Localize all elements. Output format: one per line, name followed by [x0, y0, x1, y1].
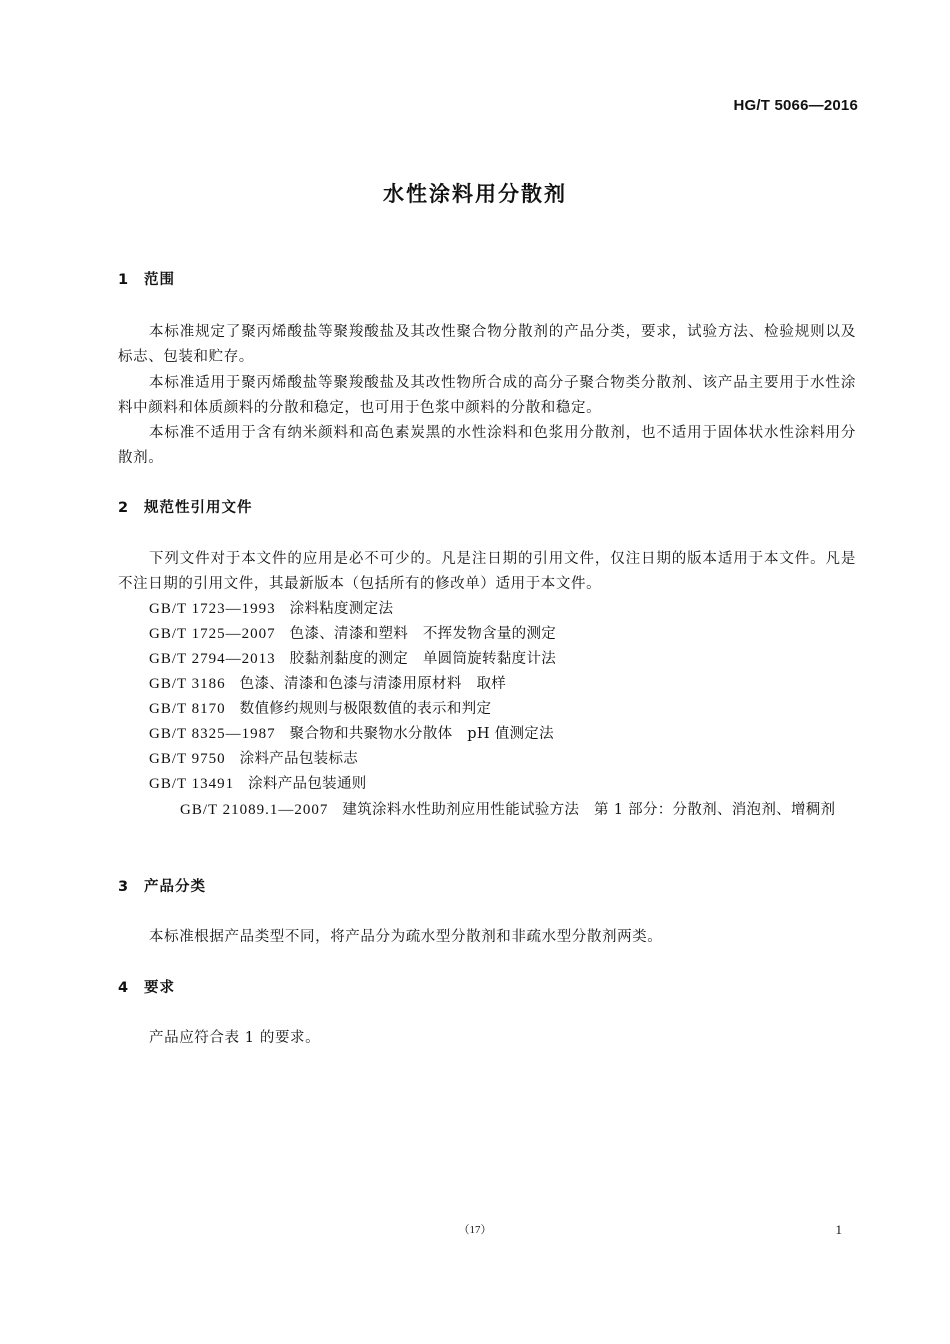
- reference-title: 数值修约规则与极限数值的表示和判定: [239, 701, 492, 717]
- reference-code: GB/T 21089.1—2007: [180, 802, 329, 818]
- section-number: 3: [118, 879, 130, 895]
- reference-code: GB/T 8170: [149, 701, 226, 717]
- section-3-heading: [118, 875, 206, 896]
- section-title: 规范性引用文件: [144, 500, 253, 516]
- reference-item: [149, 772, 856, 797]
- reference-item: [149, 647, 856, 672]
- paragraph: 本标准不适用于含有纳米颜料和高色素炭黑的水性涂料和色浆用分散剂，也不适用于固体状水性涂料用分散剂。: [118, 425, 856, 466]
- reference-title: 色漆、清漆和塑料 不挥发物含量的测定: [289, 626, 557, 642]
- section-number: 4: [118, 980, 130, 996]
- paragraph: 本标准规定了聚丙烯酸盐等聚羧酸盐及其改性聚合物分散剂的产品分类，要求，试验方法、检验规则以及标志、包装和贮存。: [118, 324, 856, 365]
- reference-item: [149, 672, 856, 697]
- reference-code: GB/T 13491: [149, 776, 235, 792]
- section-title: 范围: [144, 272, 175, 288]
- reference-code: GB/T 3186: [149, 676, 226, 692]
- reference-code: GB/T 9750: [149, 751, 226, 767]
- reference-item: [118, 798, 856, 823]
- paragraph: 本标准适用于聚丙烯酸盐等聚羧酸盐及其改性物所合成的高分子聚合物类分散剂、该产品主要用于水性涂料中颜料和体质颜料的分散和稳定，也可用于色浆中颜料的分散和稳定。: [118, 375, 856, 416]
- paragraph: 本标准根据产品类型不同，将产品分为疏水型分散剂和非疏水型分散剂两类。: [149, 929, 663, 945]
- reference-code: GB/T 1725—2007: [149, 626, 276, 642]
- reference-item: [149, 597, 856, 622]
- footer-page-label: （17）: [458, 1224, 492, 1236]
- reference-item: [149, 622, 856, 647]
- section-number: 1: [118, 272, 130, 288]
- reference-code: GB/T 2794—2013: [149, 651, 276, 667]
- reference-title: 胶黏剂黏度的测定 单圆筒旋转黏度计法: [289, 651, 557, 667]
- reference-item: [149, 747, 856, 772]
- reference-title: 涂料产品包装标志: [239, 751, 359, 767]
- reference-code: GB/T 1723—1993: [149, 601, 276, 617]
- section-number: 2: [118, 500, 130, 516]
- reference-title: 建筑涂料水性助剂应用性能试验方法 第 1 部分：分散剂、消泡剂、增稠剂: [342, 802, 836, 818]
- standard-number: HG/T 5066—2016: [733, 97, 858, 114]
- document-title: 水性涂料用分散剂: [383, 182, 567, 206]
- reference-title: 涂料产品包装通则: [248, 776, 367, 792]
- section-4-heading: [118, 976, 175, 997]
- reference-title: 聚合物和共聚物水分散体 pH 值测定法: [289, 726, 554, 742]
- section-title: 产品分类: [144, 879, 206, 895]
- paragraph: 产品应符合表 1 的要求。: [149, 1030, 321, 1046]
- paragraph: 下列文件对于本文件的应用是必不可少的。凡是注日期的引用文件，仅注日期的版本适用于本文件。凡是不注日期的引用文件，其最新版本（包括所有的修改单）适用于本文件。: [118, 551, 856, 592]
- reference-title: 色漆、清漆和色漆与清漆用原材料 取样: [239, 676, 507, 692]
- section-2-heading: [118, 496, 253, 517]
- reference-code: GB/T 8325—1987: [149, 726, 276, 742]
- section-1-heading: [118, 268, 175, 289]
- reference-item: [149, 697, 856, 722]
- reference-title: 涂料粘度测定法: [289, 601, 394, 617]
- page-number: 1: [835, 1222, 842, 1237]
- section-title: 要求: [144, 980, 175, 996]
- reference-item: [149, 722, 856, 747]
